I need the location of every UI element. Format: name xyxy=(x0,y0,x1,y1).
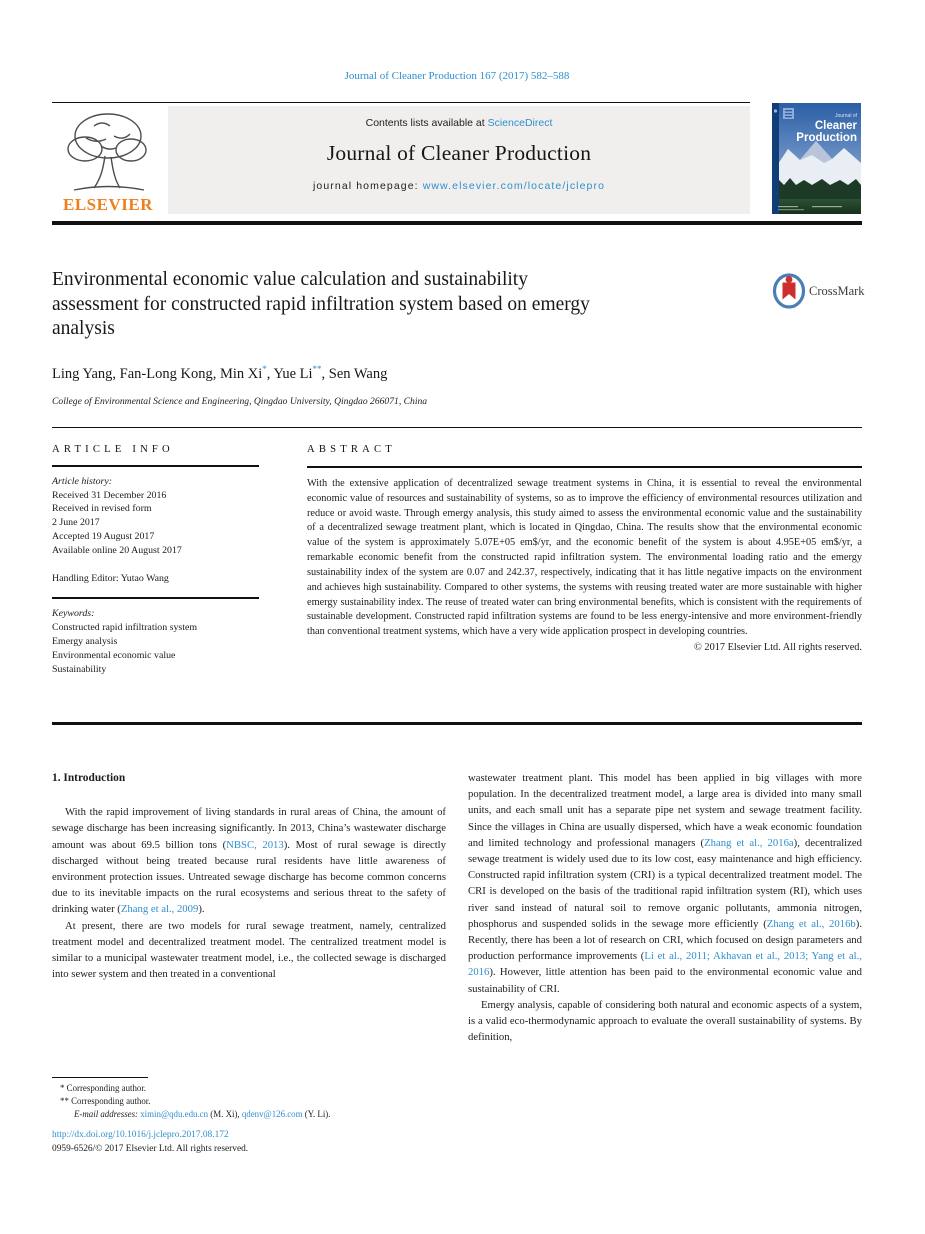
journal-cover-thumbnail[interactable] xyxy=(772,103,861,214)
text-segment: journal homepage: xyxy=(312,180,423,192)
handling-editor: Handling Editor: Yutao Wang xyxy=(52,572,169,584)
abstract-text: With the extensive application of decentralized sewage treatment systems in China, it is essential to reveal the environmental economic value of resources and sustainability of systems, so as to improve the efficiency of environmental resources utilization and reduce or avoid waste. Through emergy analysis, this study aimed to assess the environmental economic value and the sustainability of a decentralized sewage treatment plant, which is located in Qingdao, China. The results show that the environmental economic value of the system is approximately 5.07E+05 em$/yr, and the economic benefit of the system is about 4.95E+05 em$/yr, a remarkable economic benefit from the constructed rapid infiltration system. The environmental loading ratio and the emergy sustainability index of the system are 0.07 and 242.37, respectively, indicating that it has little negative impacts on the environment and achieves high sustainability. Compared to other systems, the systems with reusing treated water are more sustainable with higher emergy sustainability index. The reuse of treated water can bring environmental benefits, which is consistent with the requirements of sustainable development. Constructed rapid infiltration systems are found to be less energy-intensive and more environment-friendly than conventional treatment systems, which have a very wide application prospect in developing countries. xyxy=(307,477,862,638)
keywords-label: Keywords: xyxy=(52,608,95,620)
cover-cleaner-text: Cleaner xyxy=(814,120,857,132)
text-segment: Emergy analysis, capable of considering both natural and economic aspects of a system, is a valid eco-thermodynamic approach to evaluate the overall sustainability of systems. By definition, xyxy=(468,998,862,1044)
article-info-heading: ARTICLE INFO xyxy=(52,444,174,455)
info-top-rule xyxy=(52,427,862,428)
inline-link[interactable]: www.elsevier.com/locate/jclepro xyxy=(422,180,606,192)
history-item: 2 June 2017 xyxy=(52,517,100,529)
corresponding-author-note-1: * Corresponding author. xyxy=(60,1083,147,1093)
history-item: Accepted 19 August 2017 xyxy=(52,530,155,542)
history-item: Received in revised form xyxy=(52,503,152,515)
article-footer xyxy=(52,1129,462,1156)
text-segment: At present, there are two models for rural sewage treatment, namely, centralized treatment model and decentralized treatment model. The centralized treatment model is similar to a municipal wastewater treatment model, i.e., the collected sewage is discharged into sewer system and then treated in a conventional xyxy=(52,919,446,981)
journal-citation[interactable]: Journal of Cleaner Production 167 (2017) 582–588 xyxy=(344,70,570,82)
text-segment: ). Recently, there has been a lot of research on CRI, which focused on design parameters and production performance improvements ( xyxy=(468,917,863,963)
article-info-rule xyxy=(52,465,259,467)
inline-link[interactable]: Zhang et al., 2009 xyxy=(120,903,199,916)
crossmark-badge[interactable] xyxy=(768,270,868,314)
author-list xyxy=(52,364,752,383)
keyword-item: Environmental economic value xyxy=(52,649,176,661)
contents-line xyxy=(168,117,750,129)
keyword-item: Sustainability xyxy=(52,663,107,675)
body-left-column xyxy=(52,770,446,982)
text-segment: ). xyxy=(198,903,205,916)
text-segment: E-mail addresses: xyxy=(74,1108,141,1119)
journal-name: Journal of Cleaner Production xyxy=(326,141,592,165)
inline-link[interactable]: Zhang et al., 2016a xyxy=(704,836,794,849)
banner-bottom-rule xyxy=(52,221,862,225)
article-title: Environmental economic value calculation and sustainability assessment for constructed rapid infiltration system based on emergy analysis xyxy=(52,269,590,339)
text-segment: (Y. Li). xyxy=(302,1108,331,1119)
body-paragraph xyxy=(52,804,446,917)
text-segment: Ling Yang, Fan-Long Kong, Min Xi xyxy=(52,365,263,382)
footnotes xyxy=(52,1082,462,1120)
abstract-rule xyxy=(307,466,862,468)
issn-copyright-line: 0959-6526/© 2017 Elsevier Ltd. All rights reserved. xyxy=(52,1143,249,1154)
inline-link[interactable]: NBSC, 2013 xyxy=(226,838,284,851)
inline-link[interactable]: * xyxy=(262,364,267,374)
inline-link[interactable]: Li et al., 2011; Akhavan et al., 2013; Yang et al., 2016 xyxy=(468,950,862,979)
history-item: Available online 20 August 2017 xyxy=(52,544,182,556)
keyword-item: Constructed rapid infiltration system xyxy=(52,622,198,634)
text-segment: Contents lists available at xyxy=(365,117,488,129)
text-segment: ). However, little attention has been paid to the environmental economic value and sustainability of CRI. xyxy=(468,966,862,995)
footnote-rule xyxy=(52,1077,148,1078)
text-segment: (M. Xi), xyxy=(208,1108,242,1119)
corresponding-author-note-2: ** Corresponding author. xyxy=(60,1095,151,1106)
abstract-column xyxy=(307,443,862,656)
cover-journal-of-text: Journal of xyxy=(835,113,857,119)
history-item: Received 31 December 2016 xyxy=(52,489,167,501)
crossmark-label: CrossMark xyxy=(809,284,865,298)
section-divider-rule xyxy=(52,722,862,725)
doi-link[interactable]: http://dx.doi.org/10.1016/j.jclepro.2017.08.172 xyxy=(52,1130,229,1140)
text-segment: With the rapid improvement of living standards in rural areas of China, the amount of sewage discharge has been increasing significantly. In 2013, China’s wastewater discharge amount was about 69.5 billion tons ( xyxy=(52,806,446,851)
inline-link[interactable]: ** xyxy=(312,364,322,374)
affiliation: College of Environmental Science and Engineering, Qingdao University, Qingdao 266071, China xyxy=(52,396,428,407)
body-paragraph xyxy=(52,918,446,983)
text-segment: , Yue Li xyxy=(266,365,313,382)
keywords-divider xyxy=(52,597,259,599)
journal-banner xyxy=(168,106,750,214)
inline-link[interactable]: Zhang et al., 2016b xyxy=(766,917,856,930)
text-segment: ). Most of rural sewage is directly discharged without being treated because rural residents have little awareness of environment protection issues. Untreated sewage discharge has become common concerns due to its inevitable impacts on the rural ecosystems and serious threat to the safety of drinking water ( xyxy=(52,838,446,916)
elsevier-wordmark: ELSEVIER xyxy=(63,195,153,214)
abstract-heading: ABSTRACT xyxy=(307,444,396,455)
cover-production-text: Production xyxy=(796,132,857,144)
inline-link[interactable]: qdenv@126.com xyxy=(241,1108,303,1119)
email-addresses-line xyxy=(52,1108,462,1121)
section-heading-introduction: 1. Introduction xyxy=(52,772,126,784)
keyword-item: Emergy analysis xyxy=(52,635,118,647)
text-segment: wastewater treatment plant. This model has been applied in big villages with more population. In the decentralized treatment model, a large area is divided into many small units, and each small unit has a separate pipe net system and sewage treatment facility. Since the villages in China are usually dispersed, which have a weak economic foundation and limited technology and professional managers ( xyxy=(468,772,862,849)
article-info-column xyxy=(52,443,285,676)
elsevier-logo[interactable] xyxy=(52,106,164,214)
abstract-copyright: © 2017 Elsevier Ltd. All rights reserved. xyxy=(694,642,862,654)
body-paragraph xyxy=(468,997,862,1046)
body-right-column xyxy=(468,770,862,1045)
text-segment: , Sen Wang xyxy=(321,365,388,382)
inline-link[interactable]: ScienceDirect xyxy=(487,117,553,129)
text-segment: ), decentralized sewage treatment is widely used due to its low cost, easy maintenance and high efficiency. Constructed rapid infiltration system (CRI) is a typical decentralized treatment model. The CRI is developed on the basis of the traditional rapid infiltration system (RI), which uses river sand instead of natural soil to remove organic pollutants, ammonia nitrogen, phosphorus and suspended solids in the sewage more efficiently ( xyxy=(468,836,862,930)
history-label: Article history: xyxy=(52,475,113,487)
elsevier-tree-icon xyxy=(56,106,160,192)
banner-top-rule xyxy=(52,102,750,103)
homepage-line xyxy=(168,180,750,192)
body-paragraph xyxy=(468,770,862,997)
inline-link[interactable]: ximin@qdu.edu.cn xyxy=(140,1108,209,1119)
